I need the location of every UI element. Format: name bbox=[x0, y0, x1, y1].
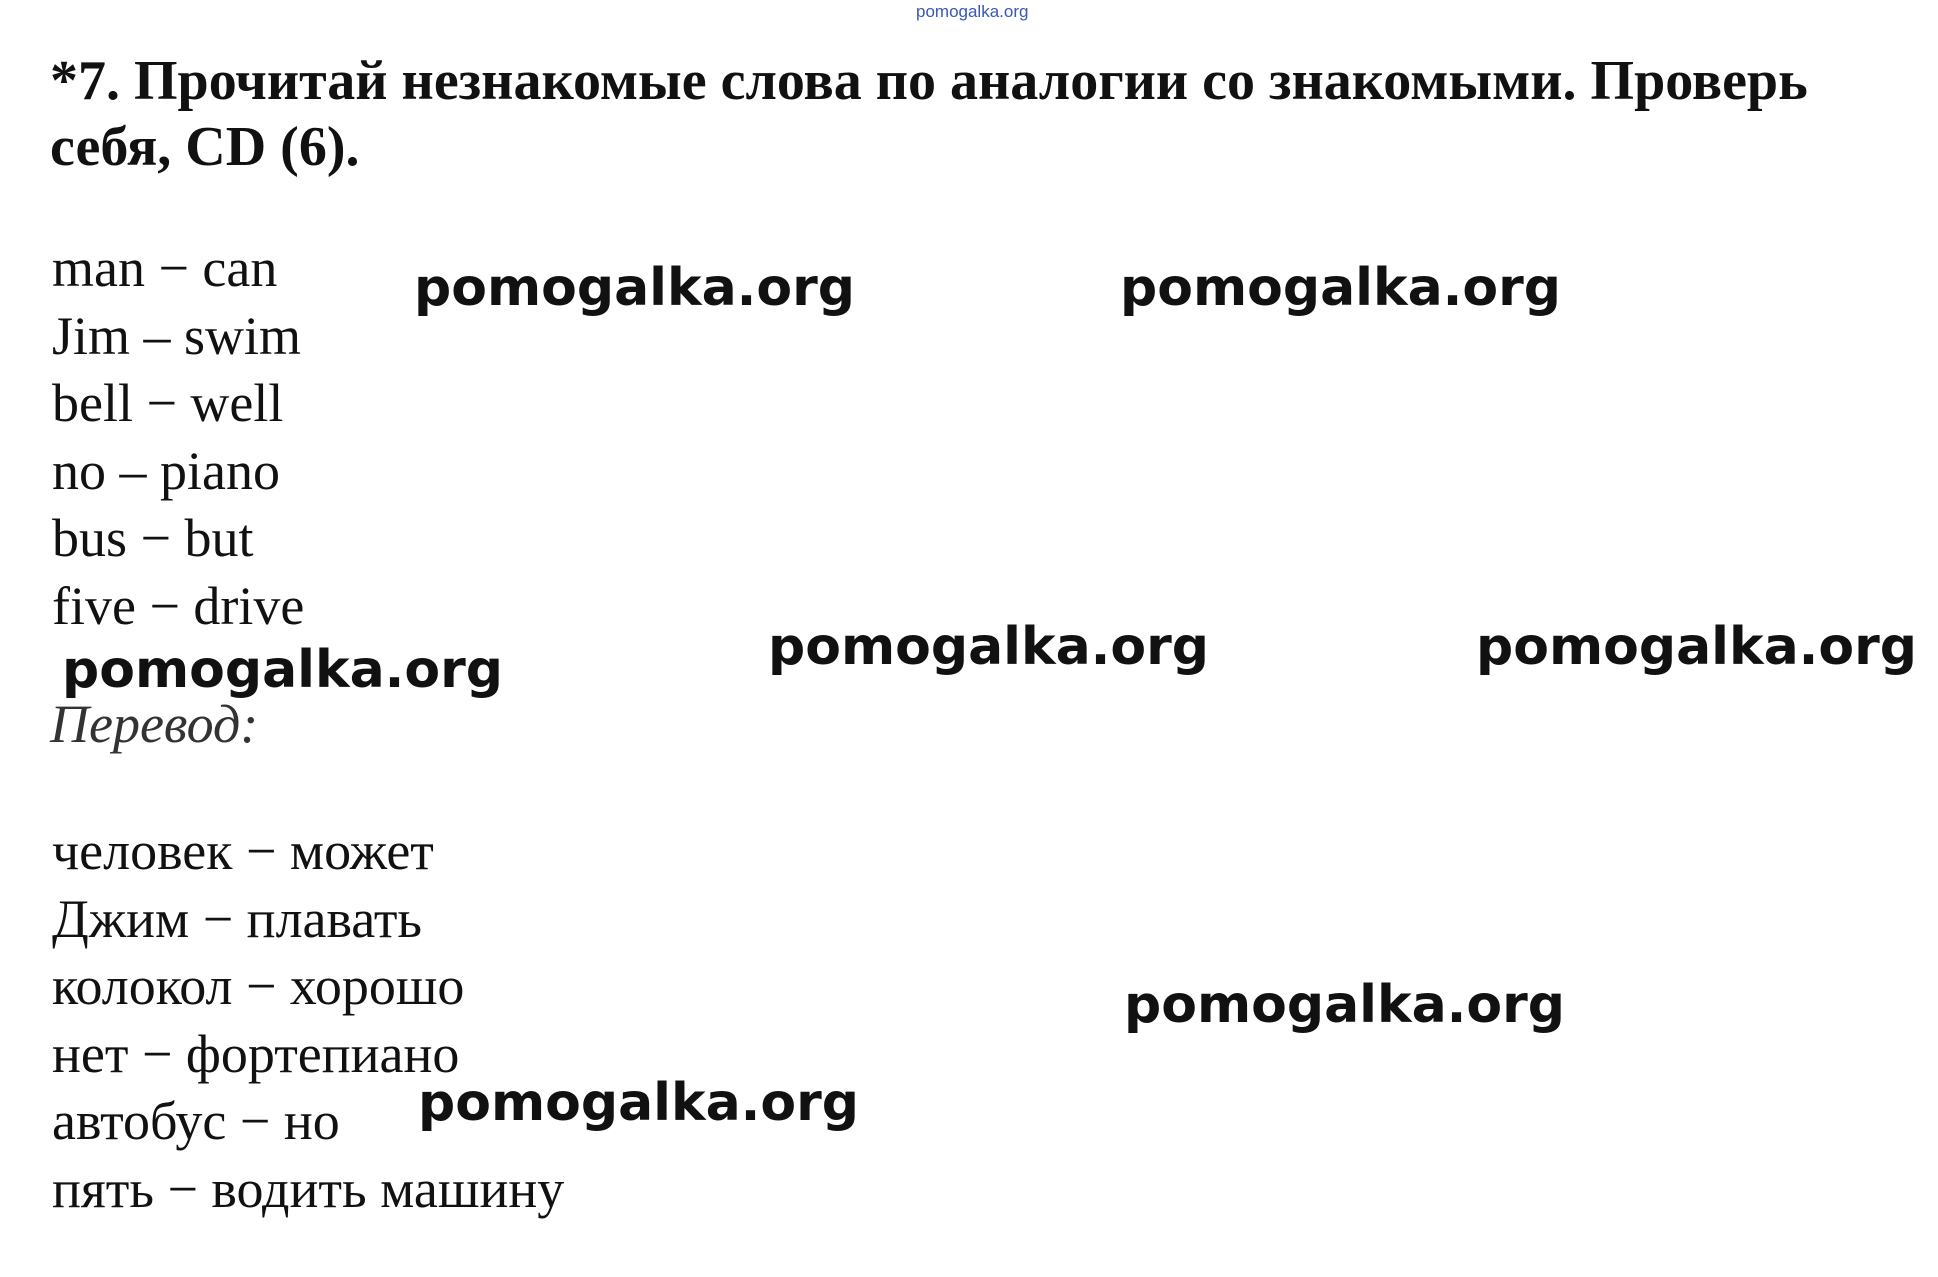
translation-list bbox=[52, 818, 564, 1223]
translation-pair: колокол − хорошо bbox=[52, 956, 465, 1016]
word-pair: bell − well bbox=[52, 373, 284, 433]
site-watermark-top: pomogalka.org bbox=[916, 2, 1029, 21]
translation-pair: нет − фортепиано bbox=[52, 1023, 460, 1084]
watermark: pomogalka.org bbox=[62, 640, 504, 700]
watermark: pomogalka.org bbox=[1120, 258, 1562, 318]
watermark: pomogalka.org bbox=[1476, 617, 1918, 677]
word-pair: Jim – swim bbox=[52, 305, 302, 366]
watermark: pomogalka.org bbox=[1124, 975, 1566, 1035]
exercise-heading: *7. Прочитай незнакомые слова по аналогии со знакомыми. Проверь себя, CD (6). bbox=[50, 50, 1808, 178]
translation-pair: автобус − но bbox=[52, 1091, 340, 1151]
watermark: pomogalka.org bbox=[418, 1073, 860, 1133]
word-pair: bus − but bbox=[52, 508, 254, 568]
translation-pair: пять − водить машину bbox=[52, 1158, 565, 1219]
word-pair: no – piano bbox=[52, 440, 280, 501]
word-pairs-list bbox=[52, 235, 304, 640]
translation-pair: человек − может bbox=[52, 821, 434, 881]
watermark: pomogalka.org bbox=[768, 617, 1210, 677]
watermark: pomogalka.org bbox=[414, 258, 856, 318]
word-pair: five − drive bbox=[52, 575, 305, 636]
word-pair: man − can bbox=[52, 238, 278, 298]
translation-label: Перевод: bbox=[50, 694, 259, 754]
translation-pair: Джим − плавать bbox=[52, 888, 423, 949]
